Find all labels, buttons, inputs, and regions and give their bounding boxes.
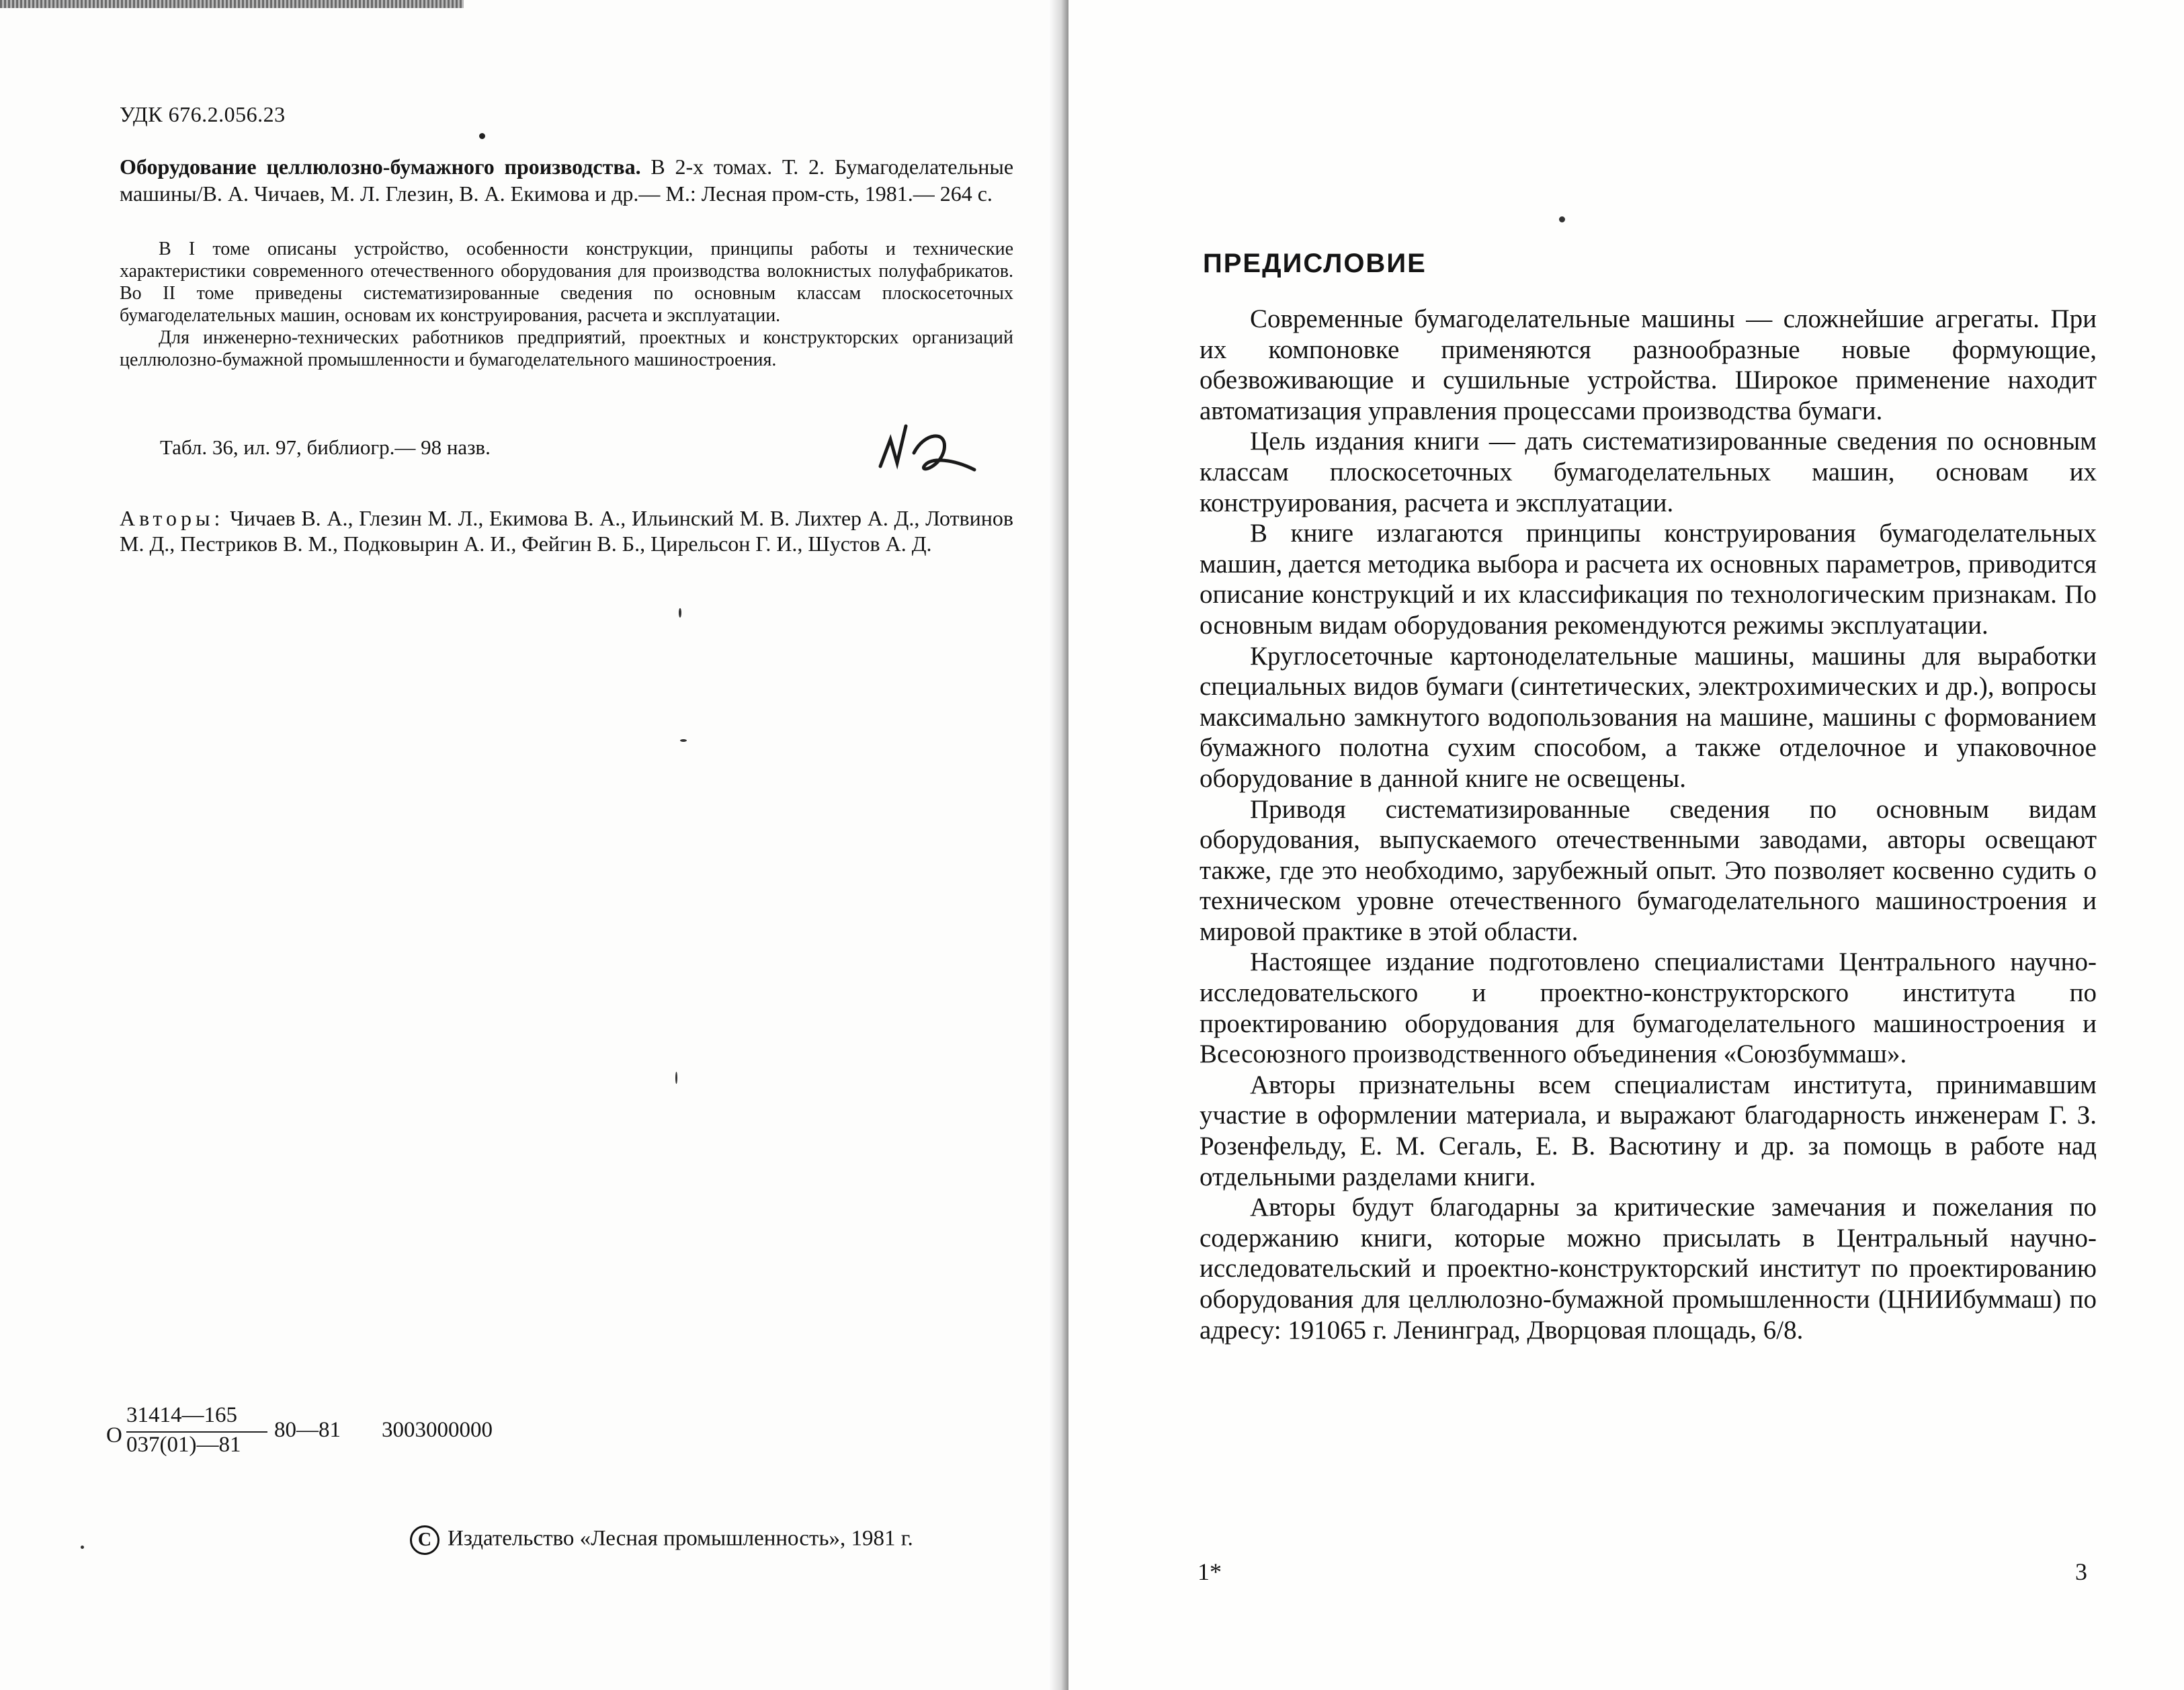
biblio-details: В 2-х томах. Т. 2. Бумагоделательные машины/В. А. Чичаев, М. Л. Глезин, В. А. Екимова и др.— М.: Лесная пром-сть, 1981.— 264 с. <box>120 155 1014 206</box>
code-denominator: 037(01)—81 <box>126 1433 241 1457</box>
preface-paragraph: Настоящее издание подготовлено специалистами Центрального научно-исследовательского и проектно-конструкторского института по проектированию оборудования для бумагоделательного машиностроения и Всесоюзного производственного объединения «Союзбуммаш». <box>1200 947 2097 1069</box>
code-suffix: 80—81 <box>274 1418 341 1442</box>
scan-speck <box>81 1546 84 1549</box>
page-number: 3 <box>2075 1558 2087 1585</box>
preface-paragraph: Круглосеточные картоноделательные машины, машины для выработки специальных видов бумаги (синтетических, электрохимических и др.), вопросы максимально замкнутого водопользования на машине, машины с формованием бумажного полотна сухим способом, а также отделочное и упаковочное оборудование в данной книге не освещены. <box>1200 641 2097 793</box>
copyright-text: Издательство «Лесная промышленность», 1981 г. <box>448 1526 913 1551</box>
preface-paragraph: Современные бумагоделательные машины — сложнейшие агрегаты. При их компоновке применяются разнообразные новые формующие, обезвоживающие и сушильные устройства. Широкое применение находит автоматизация управления процессами производства бумаги. <box>1200 304 2097 425</box>
handwritten-number <box>874 413 988 480</box>
scan-speck <box>679 608 681 618</box>
preface-paragraph: В книге излагаются принципы конструирования бумагоделательных машин, дается методика выбора и расчета их основных параметров, приводится описание конструкций и их классификация по технологическим признакам. По основным видам оборудования рекомендуются режимы эксплуатации. <box>1200 519 2097 640</box>
bibliographic-description <box>120 153 1013 207</box>
copyright-line <box>410 1525 913 1555</box>
scan-speck <box>680 739 687 742</box>
code-prefix: О <box>106 1423 122 1447</box>
copyright-icon: С <box>410 1525 439 1555</box>
udk-code: УДК 676.2.056.23 <box>120 102 286 126</box>
ink-dot <box>1559 216 1565 222</box>
authors-label: Авторы: <box>120 506 224 530</box>
signature-mark: 1* <box>1198 1558 1222 1585</box>
authors <box>120 505 1013 556</box>
abstract-paragraph: Для инженерно-технических работников предприятий, проектных и конструкторских организаций целлюлозно-бумажной промышленности и бумагоделательного машиностроения. <box>120 327 1013 370</box>
right-page <box>1068 0 2184 1690</box>
tables-info: Табл. 36, ил. 97, библиогр.— 98 назв. <box>160 435 491 459</box>
left-page <box>0 0 1068 1690</box>
preface-paragraph: Авторы признательны всем специалистам института, принимавшим участие в оформлении материала, и выражают благодарность инженерам Г. З. Розенфельду, Е. М. Сегаль, Е. В. Васютину и др. за помощь в работе над отдельными разделами книги. <box>1200 1070 2097 1191</box>
section-heading: ПРЕДИСЛОВИЕ <box>1203 249 1427 278</box>
scan-edge-top <box>0 0 464 8</box>
preface-paragraph: Цель издания книги — дать систематизированные сведения по основным классам плоскосеточных бумагоделательных машин, основам их конструирования, расчета и эксплуатации. <box>1200 427 2097 517</box>
code-numerator: 31414—165 <box>126 1403 237 1427</box>
preface-paragraph: Приводя систематизированные сведения по основным видам оборудования, выпускаемого отечественными заводами, авторы освещают также, где это необходимо, зарубежный опыт. Это позволяет косвенно судить о техническом уровне отечественного бумагоделательного машиностроения и мировой практике в этой области. <box>1200 794 2097 946</box>
biblio-title: Оборудование целлюлозно-бумажного производства. <box>120 155 641 179</box>
abstract <box>120 238 1013 371</box>
preface-body <box>1200 304 2097 1345</box>
authors-list: Чичаев В. А., Глезин М. Л., Екимова В. А., Ильинский М. В. Лихтер А. Д., Лотвинов М. Д., Пестриков В. М., Подковырин А. И., Фейгин В. Б., Цирельсон Г. И., Шустов А. Д. <box>120 506 1014 556</box>
preface-paragraph: Авторы будут благодарны за критические замечания и пожелания по содержанию книги, которые можно присылать в Центральный научно-исследовательский и проектно-конструкторский институт по проектированию оборудования для целлюлозно-бумажной промышленности (ЦНИИбуммаш) по адресу: 191065 г. Ленинград, Дворцовая площадь, 6/8. <box>1200 1193 2097 1345</box>
abstract-paragraph: В I томе описаны устройство, особенности конструкции, принципы работы и технические характеристики современного отечественного оборудования для производства волокнистых полуфабрикатов. Во II томе приведены систематизированные сведения по основным классам плоскосеточных бумагоделательных машин, основам их конструирования, расчета и эксплуатации. <box>120 239 1013 326</box>
code-number: 3003000000 <box>382 1418 493 1442</box>
scan-speck <box>675 1072 677 1084</box>
ink-dot <box>479 133 485 139</box>
